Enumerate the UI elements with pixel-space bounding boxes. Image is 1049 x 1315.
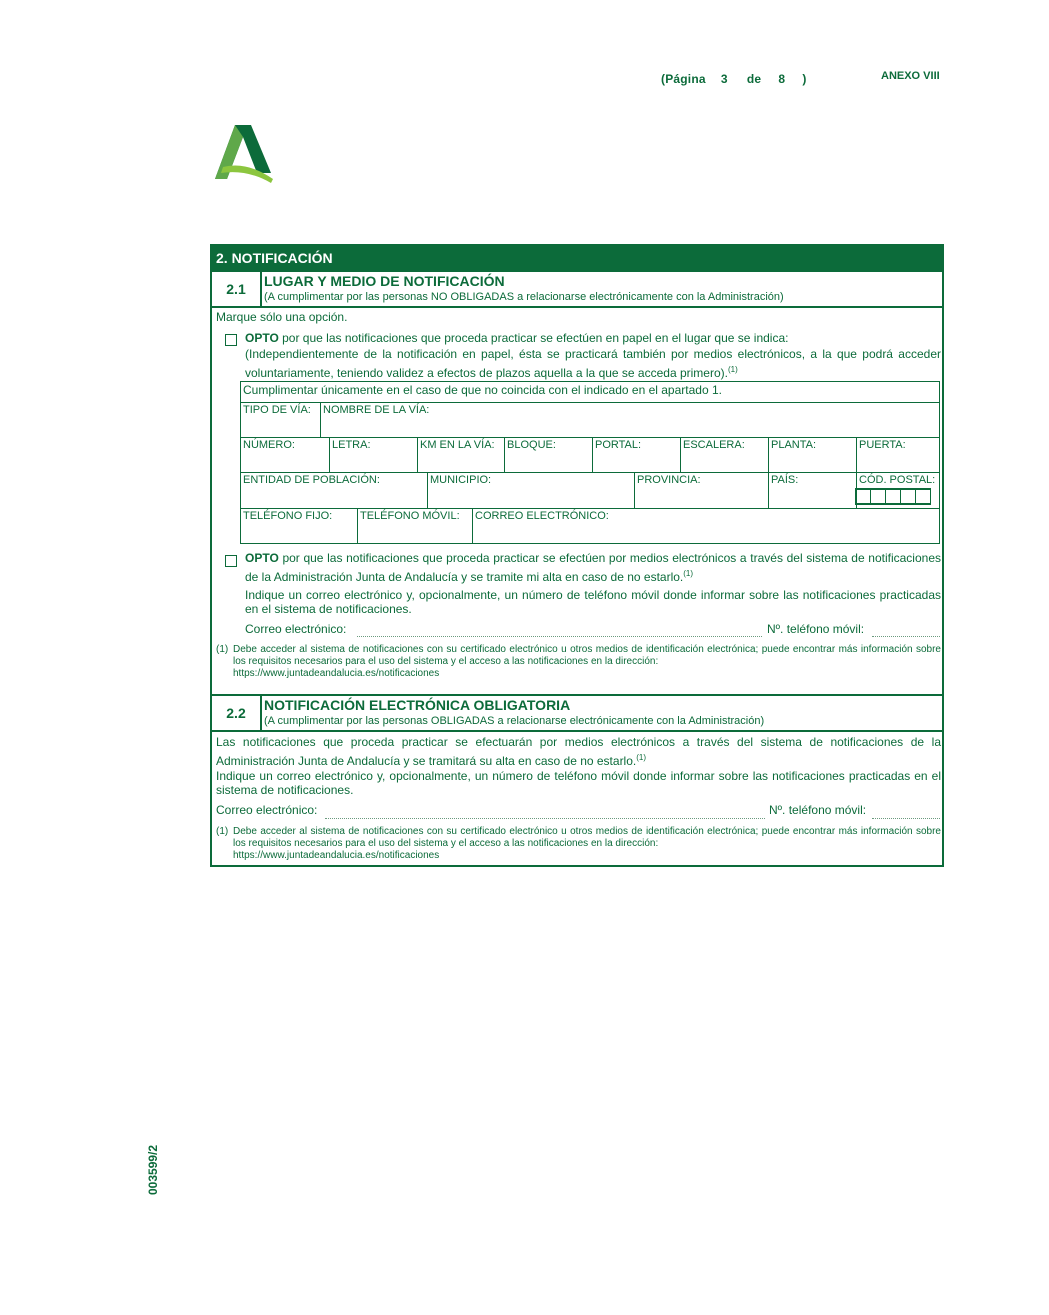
- postal-digit-box[interactable]: [855, 488, 871, 505]
- footnote-url: https://www.juntadeandalucia.es/notificaciones: [233, 850, 440, 861]
- opt-paper-checkbox[interactable]: [225, 334, 237, 346]
- puerta-field[interactable]: PUERTA:: [856, 437, 939, 472]
- municipio-field[interactable]: MUNICIPIO:: [427, 472, 634, 508]
- pais-field[interactable]: PAÍS:: [768, 472, 856, 508]
- postal-digit-box[interactable]: [870, 488, 886, 505]
- section-header: 2. NOTIFICACIÓN: [212, 246, 942, 270]
- phone-label-2-1: Nº. teléfono móvil:: [767, 622, 865, 636]
- subsection-number: 2.1: [212, 272, 262, 306]
- postal-digit-box[interactable]: [900, 488, 916, 505]
- subsection-title: LUGAR Y MEDIO DE NOTIFICACIÓN: [264, 273, 505, 289]
- phone-label-2-2: Nº. teléfono móvil:: [769, 803, 867, 817]
- footnote-url: https://www.juntadeandalucia.es/notificaciones: [233, 668, 440, 679]
- cod-postal-boxes[interactable]: [856, 488, 931, 505]
- subsection-subtitle: (A cumplimentar por las personas OBLIGADAS a relacionarse electrónicamente con la Administración): [264, 715, 765, 727]
- page-current: 3: [720, 72, 728, 86]
- footnote-number-2-2: (1): [216, 826, 229, 837]
- page-open: (Página: [661, 72, 706, 86]
- email-label-2-1: Correo electrónico:: [245, 622, 347, 636]
- footnote-ref: (1): [683, 569, 694, 578]
- form-code: 003599/2: [146, 1144, 160, 1195]
- notification-form: [210, 244, 944, 867]
- planta-field[interactable]: PLANTA:: [768, 437, 856, 472]
- portal-field[interactable]: PORTAL:: [592, 437, 680, 472]
- mark-one-instruction: Marque sólo una opción.: [216, 310, 348, 324]
- mandatory-body-text: Las notificaciones que proceda practicar se efectuarán por medios electrónicos a través del sistema de notificaciones de la Administración Junta de Andalucía y se tramitará su alta en caso de no estarlo.: [216, 735, 941, 768]
- email-input-2-1[interactable]: [357, 636, 762, 637]
- opt-paper-body: por que las notificaciones que proceda practicar se efectúen en papel en el lugar que se indica:: [278, 331, 789, 345]
- phone-input-2-2[interactable]: [872, 818, 940, 819]
- opt-electronic-text: [245, 550, 941, 585]
- opt-paper-note: (Independientemente de la notificación en papel, ésta se practicará también por medios electrónicos, a la que podrá acceder voluntariamente, teniendo validez a efectos de plazos aquella a la que se acceda primero).: [245, 347, 941, 380]
- letra-field[interactable]: LETRA:: [329, 437, 417, 472]
- subsection-title: NOTIFICACIÓN ELECTRÓNICA OBLIGATORIA: [264, 697, 571, 713]
- page-close: ): [802, 72, 807, 86]
- entidad-field[interactable]: ENTIDAD DE POBLACIÓN:: [241, 472, 427, 508]
- page-total: 8: [778, 72, 786, 86]
- opt-electronic-bold: OPTO: [245, 551, 279, 565]
- postal-digit-box[interactable]: [915, 488, 931, 505]
- footnote-ref: (1): [727, 365, 738, 374]
- escalera-field[interactable]: ESCALERA:: [680, 437, 768, 472]
- subsection-2-2-header: [212, 694, 942, 732]
- indique-text-2-1: Indique un correo electrónico y, opcionalmente, un número de teléfono móvil donde informar sobre las notificaciones practicadas en el sistema de notificaciones.: [245, 588, 941, 616]
- footnote-2-2: [233, 826, 941, 862]
- subsection-2-1-header: [212, 270, 942, 308]
- bloque-field[interactable]: BLOQUE:: [504, 437, 592, 472]
- email-input-2-2[interactable]: [325, 818, 765, 819]
- nombre-via-field[interactable]: NOMBRE DE LA VÍA:: [320, 402, 939, 437]
- opt-electronic-checkbox[interactable]: [225, 555, 237, 567]
- opt-paper-bold: OPTO: [245, 331, 279, 345]
- footnote-number-2-1: (1): [216, 644, 229, 655]
- numero-field[interactable]: NÚMERO:: [241, 437, 329, 472]
- footnote-text: Debe acceder al sistema de notificaciones con su certificado electrónico u otros medios de identificación electrónica; puede encontrar más información sobre los requisitos necesarios para el uso del sistema y el acceso a las notificaciones en la dirección:: [233, 644, 941, 667]
- km-field[interactable]: KM EN LA VÍA:: [417, 437, 504, 472]
- email-label-2-2: Correo electrónico:: [216, 803, 318, 817]
- cod-postal-label: CÓD. POSTAL:: [859, 474, 936, 486]
- address-grid: [240, 381, 940, 544]
- annex-label: ANEXO VIII: [881, 70, 940, 82]
- mandatory-body: [216, 734, 941, 769]
- address-note: Cumplimentar únicamente en el caso de que no coincida con el indicado en el apartado 1.: [243, 383, 722, 397]
- subsection-subtitle: (A cumplimentar por las personas NO OBLIGADAS a relacionarse electrónicamente con la Administración): [264, 291, 784, 303]
- correo-field[interactable]: CORREO ELECTRÓNICO:: [472, 508, 939, 543]
- phone-input-2-1[interactable]: [872, 636, 940, 637]
- footnote-2-1: [233, 644, 941, 680]
- page-of: de: [746, 72, 762, 86]
- junta-andalucia-logo-icon: [213, 123, 275, 183]
- footnote-text: Debe acceder al sistema de notificaciones con su certificado electrónico u otros medios de identificación electrónica; puede encontrar más información sobre los requisitos necesarios para el uso del sistema y el acceso a las notificaciones en la dirección:: [233, 826, 941, 849]
- postal-digit-box[interactable]: [885, 488, 901, 505]
- page-indicator: [661, 72, 807, 86]
- opt-paper-text: [245, 330, 941, 381]
- telefono-movil-field[interactable]: TELÉFONO MÓVIL:: [357, 508, 472, 543]
- provincia-field[interactable]: PROVINCIA:: [634, 472, 768, 508]
- indique-text-2-2: Indique un correo electrónico y, opcionalmente, un número de teléfono móvil donde informar sobre las notificaciones practicadas en el sistema de notificaciones.: [216, 769, 941, 797]
- subsection-number: 2.2: [212, 696, 262, 730]
- opt-electronic-body: por que las notificaciones que proceda practicar se efectúen por medios electrónicos a través del sistema de notificaciones de la Administración Junta de Andalucía y se tramite mi alta en caso de no estarlo.: [245, 551, 941, 584]
- telefono-fijo-field[interactable]: TELÉFONO FIJO:: [241, 508, 357, 543]
- tipo-via-field[interactable]: TIPO DE VÍA:: [241, 402, 320, 437]
- footnote-ref: (1): [636, 753, 647, 762]
